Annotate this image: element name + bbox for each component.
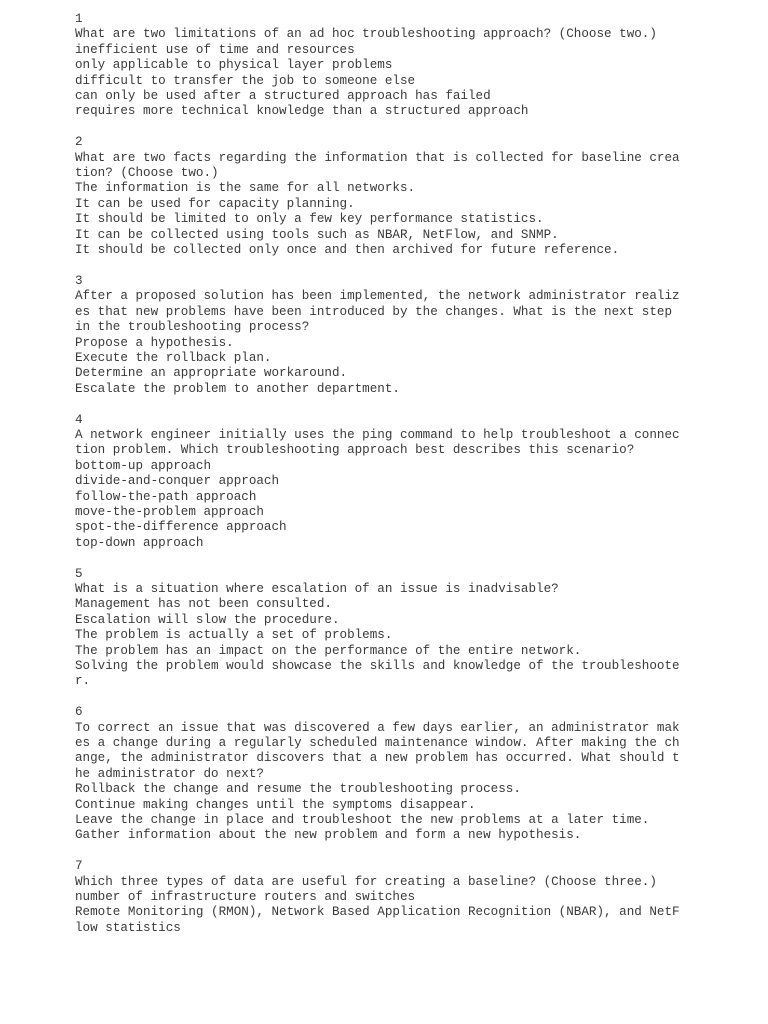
question-text: What is a situation where escalation of an issue is inadvisable? xyxy=(75,581,559,596)
answer-option: inefficient use of time and resources xyxy=(75,42,355,57)
question-2 xyxy=(75,135,695,258)
question-number: 4 xyxy=(75,412,83,427)
question-6 xyxy=(75,705,695,844)
answer-option: move-the-problem approach xyxy=(75,504,264,519)
answer-option: Rollback the change and resume the troubleshooting process. xyxy=(75,782,521,797)
answer-option: Determine an appropriate workaround. xyxy=(75,366,348,381)
question-number: 7 xyxy=(75,859,83,874)
question-text: What are two limitations of an ad hoc troubleshooting approach? (Choose two.) xyxy=(75,27,657,42)
question-text: in the troubleshooting process? xyxy=(75,320,310,335)
answer-option: bottom-up approach xyxy=(75,458,212,473)
question-text: After a proposed solution has been implemented, the network administrator realiz xyxy=(75,289,680,304)
answer-option: Leave the change in place and troubleshoot the new problems at a later time. xyxy=(75,813,650,828)
question-number: 1 xyxy=(75,12,83,26)
answer-option: Escalation will slow the procedure. xyxy=(75,612,340,627)
answer-option: Continue making changes until the symptoms disappear. xyxy=(75,797,476,812)
answer-option: follow-the-path approach xyxy=(75,489,257,504)
answer-option: Propose a hypothesis. xyxy=(75,335,234,350)
question-text: ange, the administrator discovers that a new problem has occurred. What should t xyxy=(75,751,680,766)
question-4 xyxy=(75,413,695,552)
answer-option: Solving the problem would showcase the skills and knowledge of the troubleshoote xyxy=(75,659,680,673)
question-text: A network engineer initially uses the ping command to help troubleshoot a connec xyxy=(75,427,680,442)
answer-option: It should be collected only once and then archived for future reference. xyxy=(75,243,620,258)
answer-option: top-down approach xyxy=(75,535,204,550)
question-5 xyxy=(75,567,695,690)
answer-option: only applicable to physical layer problems xyxy=(75,58,393,73)
question-1 xyxy=(75,12,695,120)
document-page xyxy=(75,12,695,952)
answer-option: Management has not been consulted. xyxy=(75,597,332,612)
answer-option: It can be collected using tools such as NBAR, NetFlow, and SNMP. xyxy=(75,227,559,242)
answer-option: It can be used for capacity planning. xyxy=(75,196,355,211)
answer-option: Escalate the problem to another department. xyxy=(75,381,400,396)
answer-option: difficult to transfer the job to someone else xyxy=(75,73,416,88)
question-text: What are two facts regarding the information that is collected for baseline crea xyxy=(75,150,680,165)
question-text: tion problem. Which troubleshooting approach best describes this scenario? xyxy=(75,443,635,458)
question-number: 5 xyxy=(75,566,83,581)
answer-option: Gather information about the new problem and form a new hypothesis. xyxy=(75,828,582,843)
answer-option: low statistics xyxy=(75,920,181,935)
answer-option: can only be used after a structured approach has failed xyxy=(75,89,491,104)
answer-option: The information is the same for all networks. xyxy=(75,181,416,196)
answer-option: The problem is actually a set of problems. xyxy=(75,628,393,643)
answer-option: r. xyxy=(75,674,91,689)
question-3 xyxy=(75,274,695,397)
question-text: es that new problems have been introduced by the changes. What is the next step xyxy=(75,304,673,319)
question-text: es a change during a regularly scheduled maintenance window. After making the ch xyxy=(75,736,680,751)
question-number: 3 xyxy=(75,273,83,288)
answer-option: Execute the rollback plan. xyxy=(75,350,272,365)
answer-option: spot-the-difference approach xyxy=(75,520,287,535)
answer-option: divide-and-conquer approach xyxy=(75,474,280,489)
question-7 xyxy=(75,859,695,936)
answer-option: The problem has an impact on the performance of the entire network. xyxy=(75,643,582,658)
answer-option: number of infrastructure routers and switches xyxy=(75,890,416,905)
answer-option: Remote Monitoring (RMON), Network Based Application Recognition (NBAR), and NetF xyxy=(75,905,680,920)
answer-option: It should be limited to only a few key performance statistics. xyxy=(75,212,544,227)
question-text: he administrator do next? xyxy=(75,766,264,781)
question-text: tion? (Choose two.) xyxy=(75,166,219,181)
answer-option: requires more technical knowledge than a structured approach xyxy=(75,104,529,119)
question-text: To correct an issue that was discovered a few days earlier, an administrator mak xyxy=(75,720,680,735)
question-number: 6 xyxy=(75,705,83,720)
question-number: 2 xyxy=(75,135,83,150)
question-text: Which three types of data are useful for creating a baseline? (Choose three.) xyxy=(75,874,657,889)
